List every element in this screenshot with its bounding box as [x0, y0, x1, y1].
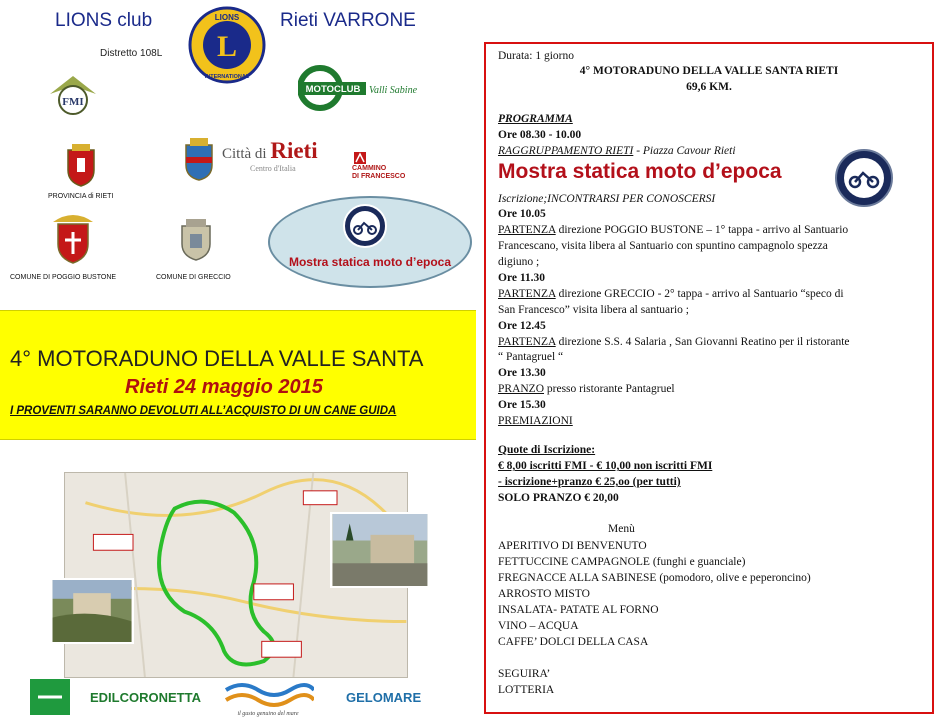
leg2-text-a: direzione GRECCIO - 2° tappa - arrivo al Santuario “speco di: [555, 288, 844, 300]
quote-pranzo-tutti: [498, 476, 681, 488]
citta-di-rieti: [222, 138, 318, 173]
leg1-text-a: direzione POGGIO BUSTONE – 1° tappa - arrivo al Santuario: [555, 224, 849, 236]
raggruppamento-label: RAGGRUPPAMENTO RIETI: [498, 145, 634, 157]
raggruppamento-place: - Piazza Cavour Rieti: [633, 145, 736, 157]
gelomare-tagline: il gusto genuino del mare: [237, 711, 299, 717]
time-1005: Ore 10.05: [498, 208, 546, 220]
pranzo-label: PRANZO: [498, 383, 545, 395]
time-0830: Ore 08.30 - 10.00: [498, 129, 582, 141]
lotteria: LOTTERIA: [498, 684, 555, 696]
lions-ring-text: LIONS: [214, 13, 240, 22]
quote-pranzo-tutti-text: - iscrizione+pranzo € 25,oo (per tutti): [498, 476, 681, 488]
lions-international-logo: [188, 6, 266, 84]
time-1130: Ore 11.30: [498, 272, 546, 284]
moto-epoca-badge-large-icon: [834, 148, 894, 208]
moto-epoca-badge-icon: [342, 203, 388, 249]
citta-sub: Centro d'Italia: [250, 164, 296, 173]
lions-club-title: LIONS club: [55, 10, 153, 31]
fmi-logo: [48, 70, 98, 120]
gelomare-logo: [222, 676, 314, 718]
svg-text:L: L: [216, 30, 238, 63]
fmi-text: FMI: [62, 96, 84, 108]
leg3-line2: “ Pantagruel “: [498, 351, 564, 363]
mostra-oval-text: Mostra statica moto d’epoca: [288, 255, 452, 269]
duration: Durata: 1 giorno: [498, 50, 575, 62]
banner-date: Rieti 24 maggio 2015: [125, 376, 323, 398]
motoclub-script: Valli Sabine: [368, 85, 418, 96]
quote-fmi: [498, 460, 712, 472]
poggio-label: COMUNE DI POGGIO BUSTONE: [10, 274, 117, 281]
citta-name: Rieti: [270, 138, 318, 163]
menu-item: ARROSTO MISTO: [498, 588, 590, 600]
motoclub-valli-sabine-logo: [298, 60, 422, 116]
partenza-label-1: PARTENZA: [498, 224, 556, 236]
seguira: SEGUIRA’: [498, 668, 551, 680]
motoclub-text: MOTOCLUB: [305, 84, 361, 95]
premiazioni: [498, 415, 573, 427]
quote-solo-pranzo: SOLO PRANZO € 20,00: [498, 492, 619, 504]
edilcoronetta-logo: [28, 677, 72, 717]
distretto-label: Distretto 108L: [100, 48, 163, 59]
menu-title: Menù: [608, 523, 635, 535]
rieti-varrone-title: Rieti VARRONE: [280, 10, 416, 31]
gelomare-name: GELOMARE: [346, 690, 422, 705]
greccio-shield-icon: [174, 216, 218, 262]
edilcoronetta-name: EDILCORONETTA: [90, 690, 201, 705]
quote-fmi-text: € 8,00 iscritti FMI - € 10,00 non iscritti FMI: [498, 460, 713, 472]
leg1-line1: [498, 224, 848, 236]
event-distance: 69,6 KM.: [686, 81, 732, 93]
provincia-rieti-shield-icon: [60, 142, 102, 188]
event-banner: [0, 310, 476, 440]
time-1245: Ore 12.45: [498, 320, 546, 332]
mostra-heading: Mostra statica moto d’epoca: [498, 160, 782, 183]
leg3-text-a: direzione S.S. 4 Salaria , San Giovanni Reatino per il ristorante: [555, 336, 850, 348]
time-1530: Ore 15.30: [498, 399, 546, 411]
menu-item: CAFFE’ DOLCI DELLA CASA: [498, 636, 649, 648]
citta-rieti-seal-icon: [180, 135, 218, 181]
leg2-line1: [498, 288, 844, 300]
santuario-photo-left: [50, 578, 134, 644]
quote-title: [498, 444, 595, 456]
partenza-label-2: PARTENZA: [498, 288, 556, 300]
premiazioni-label: PREMIAZIONI: [498, 415, 573, 427]
banner-title: 4° MOTORADUNO DELLA VALLE SANTA: [10, 346, 424, 371]
leg1-line3: digiuno ;: [498, 256, 540, 268]
pranzo-line: [498, 383, 675, 395]
raggruppamento-line: [498, 145, 736, 157]
menu-item: INSALATA- PATATE AL FORNO: [498, 604, 659, 616]
menu-item: FREGNACCE ALLA SABINESE (pomodoro, olive e peperoncino): [498, 572, 811, 584]
partenza-label-3: PARTENZA: [498, 336, 556, 348]
menu-item: VINO – ACQUA: [498, 620, 579, 632]
cammino-label: CAMMINO DI FRANCESCO: [352, 165, 406, 180]
iscrizione-line: Iscrizione;INCONTRARSI PER CONOSCERSI: [498, 193, 716, 205]
leg1-line2: Francescano, visita libera al Santuario con spuntino campagnolo spezza: [498, 240, 828, 252]
citta-prefix: Città di: [222, 146, 267, 162]
banner-note: I PROVENTI SARANNO DEVOLUTI ALL’ACQUISTO DI UN CANE GUIDA: [10, 405, 397, 417]
greccio-label: COMUNE DI GRECCIO: [156, 274, 231, 281]
poggio-bustone-shield-icon: [48, 210, 98, 266]
quote-title-label: Quote di Iscrizione:: [498, 444, 596, 456]
santuario-photo-right: [330, 512, 430, 588]
event-title: 4° MOTORADUNO DELLA VALLE SANTA RIETI: [579, 65, 839, 77]
menu-item: APERITIVO DI BENVENUTO: [498, 540, 647, 552]
programma-heading: PROGRAMMA: [498, 113, 573, 125]
time-1330: Ore 13.30: [498, 367, 546, 379]
menu-item: FETTUCCINE CAMPAGNOLE (funghi e guanciale): [498, 556, 746, 568]
lions-sub-text: INTERNATIONAL: [204, 74, 250, 80]
leg2-line2: San Francesco” visita libera al santuario ;: [498, 304, 689, 316]
provincia-label: PROVINCIA di RIETI: [48, 193, 114, 200]
leg3-line1: [498, 336, 850, 348]
pranzo-place: presso ristorante Pantagruel: [544, 383, 675, 395]
